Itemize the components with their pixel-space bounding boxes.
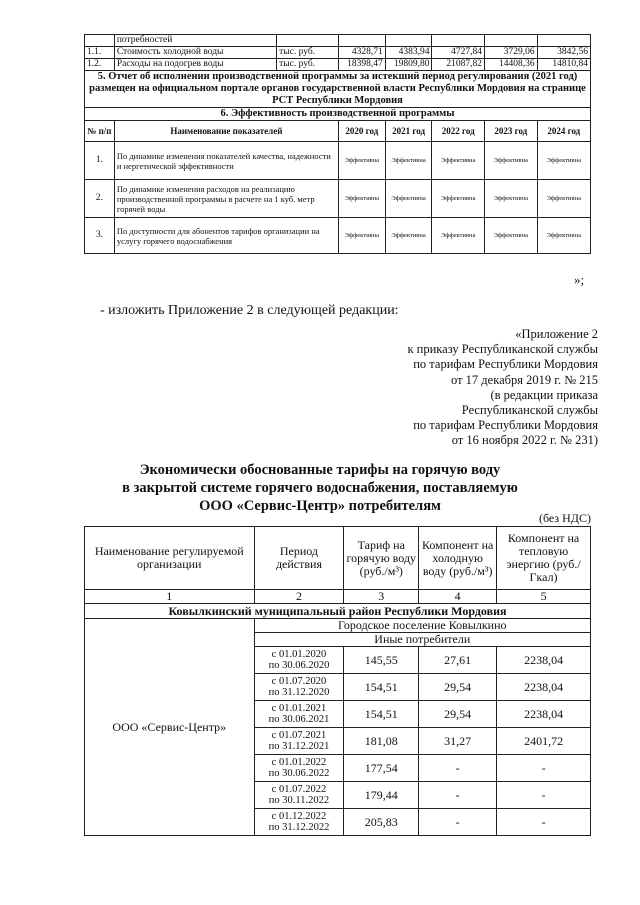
cell-value: 3729,06 — [485, 47, 538, 59]
consumer-group: Иные потребители — [254, 633, 590, 647]
period-cell: с 01.07.2020 по 31.12.2020 — [254, 674, 344, 701]
production-program-table — [84, 34, 591, 254]
document-title — [0, 461, 640, 515]
appendix-line: Республиканской службы — [461, 403, 598, 418]
header-name: Наименование показателей — [114, 121, 338, 142]
heat-value: 2401,72 — [497, 728, 591, 755]
table-row — [85, 35, 591, 47]
cell-name: По динамике изменения показателей качества, надежности и нергетической эффективности — [114, 142, 338, 180]
heat-value: - — [497, 782, 591, 809]
heat-value: - — [497, 755, 591, 782]
table-row — [85, 142, 591, 180]
appendix-line: к приказу Республиканской службы — [407, 342, 598, 357]
cell-num: 2. — [85, 180, 115, 218]
period-cell: с 01.07.2022 по 30.11.2022 — [254, 782, 344, 809]
tariff-value: 181,08 — [344, 728, 419, 755]
tariff-value: 179,44 — [344, 782, 419, 809]
header-tariff: Тариф на горячую воду (руб./м³) — [344, 527, 419, 590]
header-cold: Компонент на холодную воду (руб./м³) — [419, 527, 497, 590]
title-line: в закрытой системе горячего водоснабжения, поставляемую — [122, 480, 518, 496]
col-num: 4 — [419, 590, 497, 604]
cell-value: Эффективна — [485, 180, 538, 218]
header-year: 2024 год — [537, 121, 590, 142]
period-cell: с 01.12.2022 по 31.12.2022 — [254, 809, 344, 836]
table-row — [85, 47, 591, 59]
col-num: 5 — [497, 590, 591, 604]
cold-value: - — [419, 809, 497, 836]
cell-value: 4328,71 — [338, 47, 385, 59]
tariff-value: 154,51 — [344, 701, 419, 728]
cell-value: 14810,84 — [537, 59, 590, 71]
cell-num: 1.1. — [85, 47, 115, 59]
cell-value: Эффективна — [432, 180, 485, 218]
cell-name: По доступности для абонентов тарифов организации на услугу горячего водоснабжения — [114, 218, 338, 254]
district-row — [85, 604, 591, 619]
cell-value: Эффективна — [385, 180, 432, 218]
header-org: Наименование регулируемой организации — [85, 527, 255, 590]
cell-value: 3842,56 — [537, 47, 590, 59]
appendix-line: от 17 декабря 2019 г. № 215 — [450, 372, 598, 387]
cell-value: Эффективна — [485, 218, 538, 254]
table-row — [85, 59, 591, 71]
table-row — [85, 180, 591, 218]
cell-value: Эффективна — [338, 180, 385, 218]
heat-value: 2238,04 — [497, 647, 591, 674]
heat-value: - — [497, 809, 591, 836]
cell-num: 1. — [85, 142, 115, 180]
cell-value: Эффективна — [537, 142, 590, 180]
tariff-table — [84, 526, 591, 836]
cell-value: Эффективна — [338, 218, 385, 254]
cell-value: 4383,94 — [385, 47, 432, 59]
cell-num: 1.2. — [85, 59, 115, 71]
cell-value: Эффективна — [432, 142, 485, 180]
cold-value: - — [419, 782, 497, 809]
cell-value: Эффективна — [338, 142, 385, 180]
settlement-name: Городское поселение Ковылкино — [254, 619, 590, 633]
appendix-line: от 16 ноября 2022 г. № 231) — [451, 433, 598, 448]
header-num: № п/п — [85, 121, 115, 142]
table-header-row — [85, 527, 591, 590]
heat-value: 2238,04 — [497, 674, 591, 701]
section-5-text: 5. Отчет об исполнении производственной программы за истекший период регулирования (2021 год) размещен на официальном портале органов государственной власти Республики Мордовия на странице РСТ Республики Мордовия — [85, 71, 591, 108]
section-row — [85, 108, 591, 121]
cold-value: 29,54 — [419, 674, 497, 701]
column-number-row — [85, 590, 591, 604]
title-line: ООО «Сервис-Центр» потребителям — [199, 498, 441, 514]
cell-value: 21087,82 — [432, 59, 485, 71]
cell-value: Эффективна — [485, 142, 538, 180]
cell-name: Стоимость холодной воды — [114, 47, 276, 59]
cell-value: 14408,36 — [485, 59, 538, 71]
appendix-line: (в редакции приказа — [490, 387, 598, 402]
tariff-value: 177,54 — [344, 755, 419, 782]
appendix-line: «Приложение 2 — [515, 327, 598, 341]
period-cell: с 01.01.2020 по 30.06.2020 — [254, 647, 344, 674]
header-year: 2020 год — [338, 121, 385, 142]
section-6-title: 6. Эффективность производственной программы — [85, 108, 591, 121]
cold-value: 29,54 — [419, 701, 497, 728]
col-num: 2 — [254, 590, 344, 604]
closing-quote: »; — [574, 272, 585, 287]
header-period: Период действия — [254, 527, 344, 590]
cell-value: Эффективна — [537, 218, 590, 254]
cell-value: 4727,84 — [432, 47, 485, 59]
period-cell: с 01.01.2021 по 30.06.2021 — [254, 701, 344, 728]
col-num: 3 — [344, 590, 419, 604]
district-name: Ковылкинский муниципальный район Республики Мордовия — [85, 604, 591, 619]
section-row — [85, 71, 591, 108]
organization-name: ООО «Сервис-Центр» — [85, 619, 255, 836]
appendix-line: по тарифам Республики Мордовия — [413, 418, 598, 433]
header-year: 2023 год — [485, 121, 538, 142]
cell-value: 19809,80 — [385, 59, 432, 71]
tariff-value: 154,51 — [344, 674, 419, 701]
cell-name: По динамике изменения расходов на реализацию производственной программы в расчете на 1 куб. метр горячей воды — [114, 180, 338, 218]
cell-name: Расходы на подогрев воды — [114, 59, 276, 71]
appendix-header — [407, 327, 598, 449]
period-cell: с 01.07.2021 по 31.12.2021 — [254, 728, 344, 755]
period-cell: с 01.01.2022 по 30.06.2022 — [254, 755, 344, 782]
col-num: 1 — [85, 590, 255, 604]
title-line: Экономически обоснованные тарифы на горячую воду — [139, 462, 501, 478]
appendix-line: по тарифам Республики Мордовия — [413, 357, 598, 372]
cell-unit: тыс. руб. — [277, 59, 339, 71]
header-heat: Компонент на тепловую энергию (руб./Гкал) — [497, 527, 591, 590]
settlement-row — [85, 619, 591, 633]
vat-note: (без НДС) — [538, 511, 591, 525]
tariff-value: 145,55 — [344, 647, 419, 674]
cell-name: потребностей — [114, 35, 276, 47]
instruction-text: - изложить Приложение 2 в следующей редакции: — [100, 303, 399, 318]
table-row — [85, 218, 591, 254]
table-header-row — [85, 121, 591, 142]
header-year: 2021 год — [385, 121, 432, 142]
cell-value: Эффективна — [537, 180, 590, 218]
cell-value: Эффективна — [385, 218, 432, 254]
header-year: 2022 год — [432, 121, 485, 142]
cell-value: Эффективна — [385, 142, 432, 180]
cell-unit: тыс. руб. — [277, 47, 339, 59]
cold-value: 27,61 — [419, 647, 497, 674]
heat-value: 2238,04 — [497, 701, 591, 728]
cell-value: Эффективна — [432, 218, 485, 254]
cold-value: 31,27 — [419, 728, 497, 755]
cold-value: - — [419, 755, 497, 782]
cell-num: 3. — [85, 218, 115, 254]
cell-value: 18398,47 — [338, 59, 385, 71]
tariff-value: 205,83 — [344, 809, 419, 836]
